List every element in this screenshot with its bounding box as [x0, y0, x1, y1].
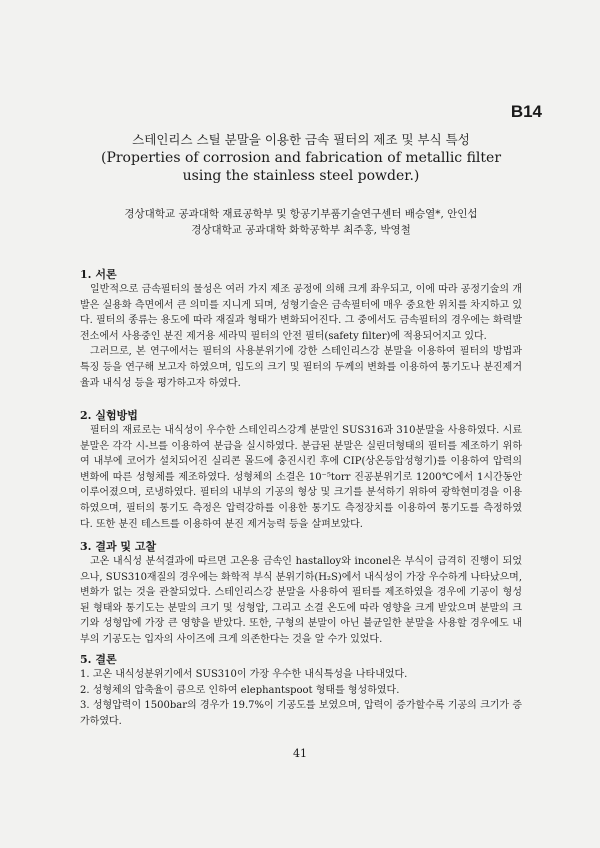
title-english: (Properties of corrosion and fabrication of metallic filter using the stainless steel powder.) [100, 150, 502, 184]
conclusion-item: 3. 성형압력이 1500bar의 경우가 19.7%이 기공도를 보였으며, 압력이 증가할수록 기공의 크기가 증가하였다. [80, 700, 522, 727]
conclusion-item: 2. 성형체의 압축율이 큼으로 인하여 elephantspoot 형태를 형성하였다. [80, 684, 400, 696]
conclusion-item: 1. 고온 내식성분위기에서 SUS310이 가장 우수한 내식특성을 나타내었다. [80, 669, 408, 680]
section-heading: 3. 결과 및 고찰 [80, 540, 157, 553]
section-heading: 2. 실험방법 [80, 409, 138, 422]
title-block [80, 130, 522, 185]
abstract-code: B14 [510, 102, 542, 121]
authors-block [80, 206, 522, 238]
title-korean: 스테인리스 스틸 분말을 이용한 금속 필터의 제조 및 부식 특성 [132, 132, 470, 147]
section-introduction [80, 267, 522, 391]
section-results [80, 539, 522, 648]
section-heading: 5. 결론 [80, 653, 117, 666]
section-conclusion [80, 652, 522, 729]
section-methods [80, 408, 522, 532]
authors-line-2: 경상대학교 공과대학 화학공학부 최주홍, 박영철 [191, 224, 411, 236]
page-number: 41 [293, 747, 307, 760]
section-heading: 1. 서론 [80, 268, 117, 281]
paragraph: 필터의 재료로는 내식성이 우수한 스테인리스강계 분말인 SUS316과 310분말을 사용하였다. 시료분말은 각각 시-브를 이용하여 분급을 실시하였다. 분급된 분말은 실린더형태의 필터를 제조하기 위하여 내부에 코어가 설치되어진 실리콘 몰드에 충진시킨 후에 CIP(상온등압성형기)를 이용하여 압력의 변화에 따른 성형체를 제조하였다. 성형체의 소결은 10⁻⁵torr 진공분위기로 1200℃에서 1시간동안 이루어졌으며, 로냉하였다. 필터의 내부의 기공의 형상 및 크기를 분석하기 위하여 광학현미경을 이용하였으며, 필터의 통기도 측정은 압력강하를 이용한 통기도 측정장치를 이용하여 통기도를 측정하였다. 또한 분진 테스트를 이용하여 분진 제거능력 등을 살펴보았다. [80, 425, 522, 530]
paragraph: 일반적으로 금속필터의 물성은 여러 가지 제조 공정에 의해 크게 좌우되고, 이에 따라 공정기술의 개발은 실용화 측면에서 큰 의미를 지니게 되며, 성형기술은 금속필터에 매우 중요한 위치를 차지하고 있다. 필터의 종류는 용도에 따라 재질과 형태가 변화되어진다. 그 중에서도 금속필터의 경우에는 화력발전소에서 사용중인 분진 제거용 세라믹 필터의 안전 필터(safety filter)에 적용되어지고 있다. [80, 284, 522, 342]
paragraph: 그러므로, 본 연구에서는 필터의 사용분위기에 강한 스테인리스강 분말을 이용하여 필터의 방법과 특징 등을 연구해 보고자 하였으며, 입도의 크기 및 필터의 두께의 변화를 이용하여 통기도나 분진제거율과 내식성 등을 평가하고자 하였다. [80, 346, 522, 389]
paragraph: 고온 내식성 분석결과에 따르면 고온용 금속인 hastalloy와 inconel은 부식이 급격히 진행이 되었으나, SUS310재질의 경우에는 화학적 부식 분위기하(H₂S)에서 내식성이 가장 우수하게 나타났으며, 변화가 없는 것을 관찰되었다. 스테인리스강 분말을 사용하여 필터를 제조하였을 경우에 기공이 형성된 형태와 통기도는 분말의 크기 및 성형압, 그리고 소결 온도에 따라 영향을 크게 받았으며 분말의 크기와 성형압에 가장 큰 영향을 받았다. 또한, 구형의 분말이 아닌 불균일한 분말을 사용할 경우에도 내부의 기공도는 입자의 사이즈에 크게 의존한다는 것을 알 수가 있었다. [80, 556, 522, 645]
authors-line-1: 경상대학교 공과대학 재료공학부 및 항공기부품기술연구센터 배승열*, 안인섭 [124, 208, 478, 220]
